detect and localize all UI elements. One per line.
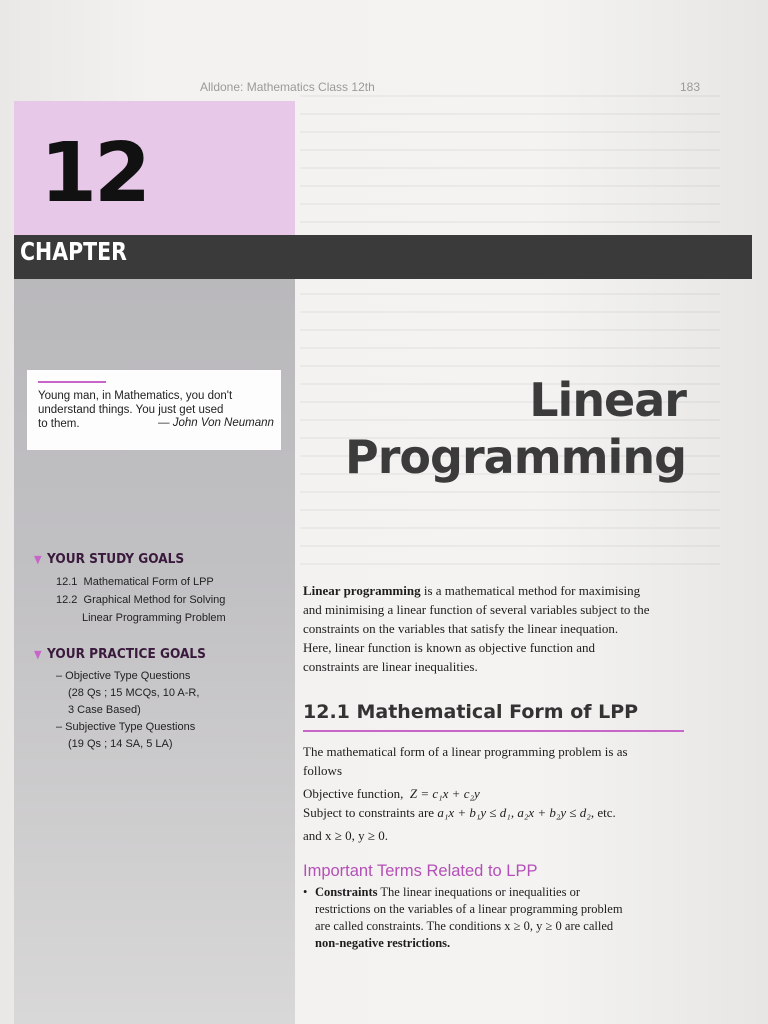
intro-paragraph: Linear programming is a mathematical method for maximising and minimising a linear function of several variables subject to the constraints on the variables that satisfy the linear inequation. Here, linear function is known as objective function and constraints are linear inequalities. [303, 583, 650, 674]
triangle-down-icon: ▼ [34, 648, 42, 661]
practice-goals-heading [34, 646, 206, 662]
list-item: – Subjective Type Questions [56, 721, 196, 733]
list-item-detail: (28 Qs ; 15 MCQs, 10 A-R, [68, 687, 200, 699]
practice-goals-heading-text: YOUR PRACTICE GOALS [47, 646, 206, 662]
chapter-number: 12 [40, 126, 149, 221]
running-page-number: 183 [679, 80, 700, 94]
bullet-item: • Constraints The linear inequations or inequalities or restrictions on the variables of a linear programming problem are called constraints. The conditions x ≥ 0, y ≥ 0 are called non-negative restrictions. [303, 885, 623, 950]
list-item-detail: 3 Case Based) [68, 704, 141, 716]
key-term: Constraints [315, 885, 378, 899]
triangle-down-icon: ▼ [34, 553, 42, 566]
subsection-heading: Important Terms Related to LPP [303, 862, 538, 880]
chapter-title-line1: Linear [529, 373, 686, 427]
practice-goals-list [56, 668, 199, 753]
running-header: Alldone: Mathematics Class 12th [200, 80, 375, 94]
section-heading: 12.1 Mathematical Form of LPP [303, 701, 639, 723]
chapter-label: CHAPTER [20, 237, 127, 266]
constraint-equation: a₁x + b₁y ≤ d₁, a₂x + b₂y ≤ d₂, [437, 805, 595, 820]
chapter-title-line2: Programming [345, 430, 686, 484]
quote-rule [38, 381, 106, 383]
list-item-continuation: Linear Programming Problem [82, 612, 226, 624]
quote-line: to them. [38, 418, 80, 430]
study-goals-list [56, 573, 226, 627]
non-negative-condition: and x ≥ 0, y ≥ 0. [303, 828, 389, 843]
list-item: – Objective Type Questions [56, 670, 191, 682]
quote-line: understand things. You just get used [38, 404, 224, 416]
list-item: 12.1 Mathematical Form of LPP [56, 576, 214, 588]
quote-author: — John Von Neumann [158, 417, 274, 429]
key-term: Linear programming [303, 583, 421, 598]
show-through-text [300, 85, 720, 565]
bullet-icon: • [303, 885, 308, 899]
section-rule [303, 730, 684, 732]
section-body: The mathematical form of a linear programming problem is as follows Objective function, Z = c₁x + c₂y Subject to constraints are a₁x + b₁y ≤ d₁, a₂x + b₂y ≤ d₂, etc. and x ≥ 0, y ≥ 0. [303, 742, 695, 845]
quote-line: Young man, in Mathematics, you don't [38, 390, 233, 402]
objective-equation: Z = c₁x + c₂y [409, 786, 480, 801]
list-item: 12.2 Graphical Method for Solving [56, 594, 226, 606]
list-item-detail: (19 Qs ; 14 SA, 5 LA) [68, 738, 173, 750]
study-goals-heading [34, 551, 184, 567]
study-goals-heading-text: YOUR STUDY GOALS [47, 551, 185, 567]
